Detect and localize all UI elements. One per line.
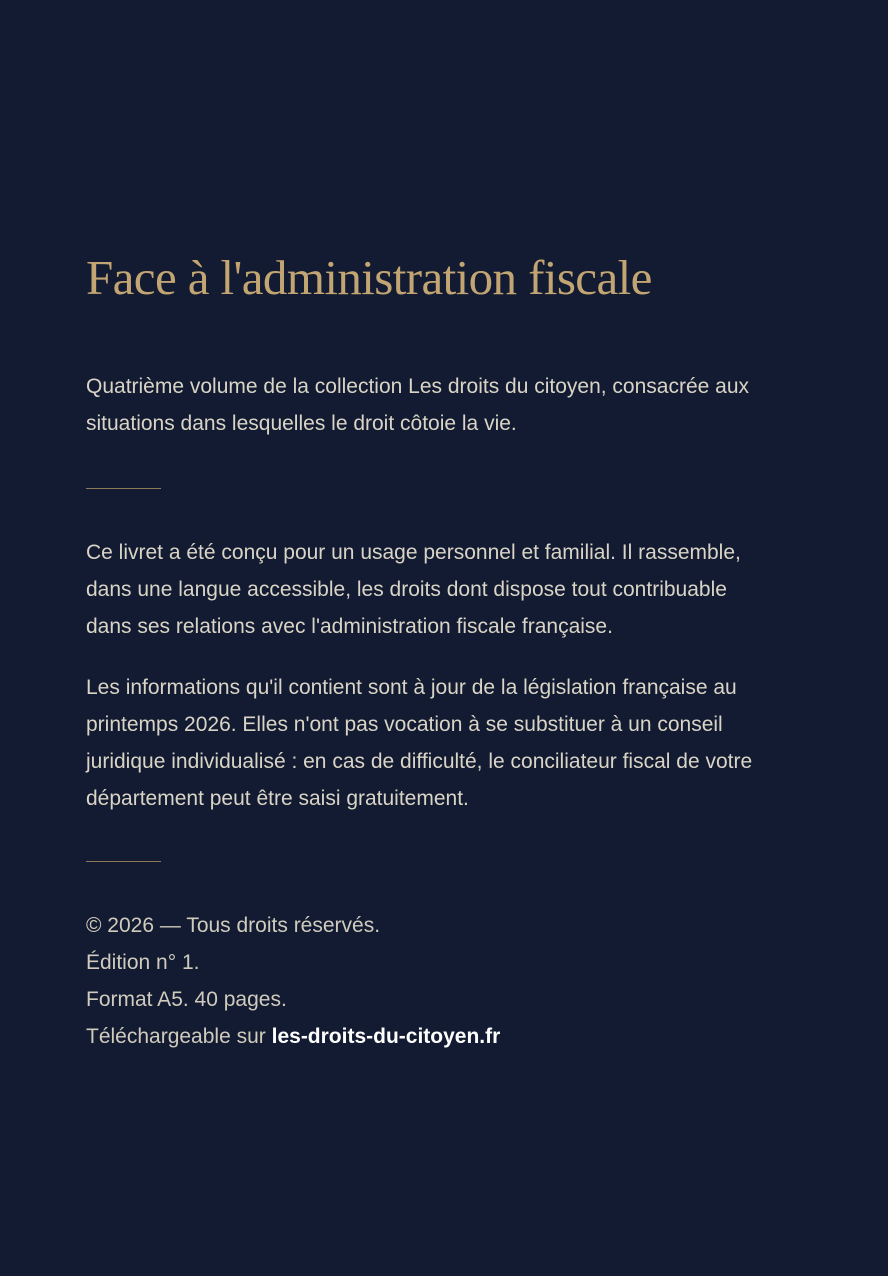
intro-text: Quatrième volume de la collection Les droits du citoyen, consacrée aux situations dans lesquelles le droit côtoie la vie. <box>86 375 750 435</box>
divider <box>86 488 161 489</box>
colophon <box>86 907 786 1055</box>
page-title: Face à l'administration fiscale <box>86 250 652 305</box>
document-page <box>86 248 786 1055</box>
download-line <box>86 1018 786 1055</box>
website-link[interactable]: les-droits-du-citoyen.fr <box>271 1025 501 1048</box>
edition-line: Édition n° 1. <box>86 951 200 974</box>
format-line: Format A5. 40 pages. <box>86 988 287 1011</box>
paragraph-disclaimer: Les informations qu'il contient sont à jour de la législation française au printemps 2026. Elles n'ont pas vocation à se substituer à un conseil juridique individualisé : en cas de difficulté, le conciliateur fiscal de votre département peut être saisi gratuitement. <box>86 676 753 810</box>
copyright-line: © 2026 — Tous droits réservés. <box>86 914 381 937</box>
download-prefix: Téléchargeable sur <box>86 1025 266 1048</box>
paragraph-usage: Ce livret a été conçu pour un usage personnel et familial. Il rassemble, dans une langue accessible, les droits dont dispose tout contribuable dans ses relations avec l'administration fiscale française. <box>86 541 741 638</box>
divider <box>86 861 161 862</box>
